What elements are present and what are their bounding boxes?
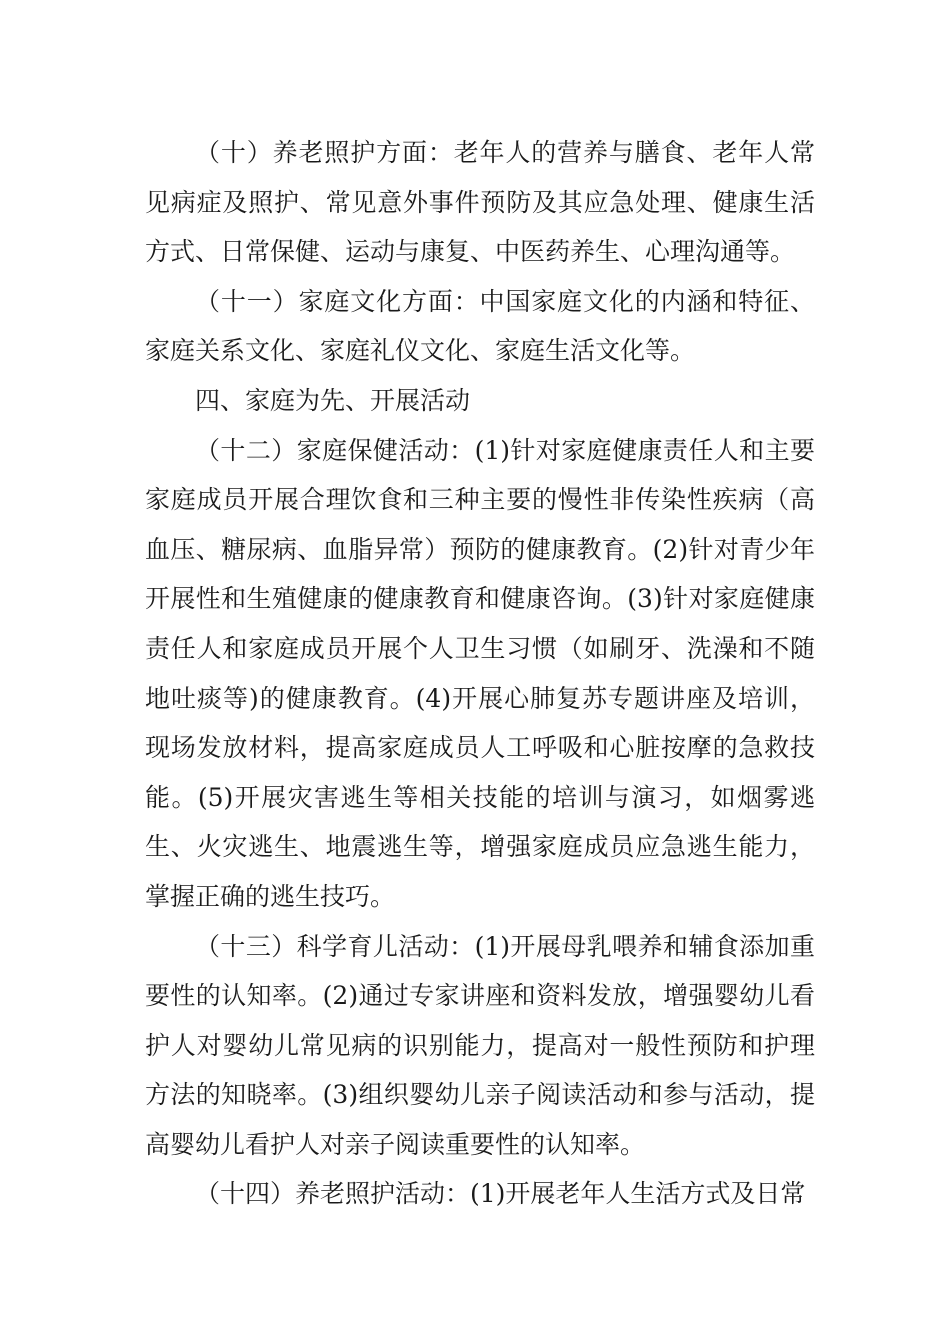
paragraph-parenting-activities: （十三）科学育儿活动：(1)开展母乳喂养和辅食添加重要性的认知率。(2)通过专家讲座和资料发放，增强婴幼儿看护人对婴幼儿常见病的识别能力，提高对一般性预防和护理方法的知晓率。(3)组织婴幼儿亲子阅读活动和参与活动，提高婴幼儿看护人对亲子阅读重要性的认知率。	[145, 931, 815, 1159]
paragraph-elderly-care-activities: （十四）养老照护活动：(1)开展老年人生活方式及日常	[195, 1179, 806, 1209]
paragraph-elderly-care-topics: （十）养老照护方面：老年人的营养与膳食、老年人常见病症及照护、常见意外事件预防及其应急处理、健康生活方式、日常保健、运动与康复、中医药养生、心理沟通等。	[145, 138, 815, 267]
paragraph-family-culture-topics: （十一）家庭文化方面：中国家庭文化的内涵和特征、家庭关系文化、家庭礼仪文化、家庭生活文化等。	[145, 286, 815, 366]
document-body	[145, 128, 815, 1219]
paragraph-family-health-activities: （十二）家庭保健活动：(1)针对家庭健康责任人和主要家庭成员开展合理饮食和三种主要的慢性非传染性疾病（高血压、糖尿病、血脂异常）预防的健康教育。(2)针对青少年开展性和生殖健康的健康教育和健康咨询。(3)针对家庭健康责任人和家庭成员开展个人卫生习惯（如刷牙、洗澡和不随地吐痰等)的健康教育。(4)开展心肺复苏专题讲座及培训，现场发放材料，提高家庭成员人工呼吸和心脏按摩的急救技能。(5)开展灾害逃生等相关技能的培训与演习，如烟雾逃生、火灾逃生、地震逃生等，增强家庭成员应急逃生能力，掌握正确的逃生技巧。	[145, 435, 815, 911]
section-heading-activities: 四、家庭为先、开展活动	[195, 385, 471, 415]
